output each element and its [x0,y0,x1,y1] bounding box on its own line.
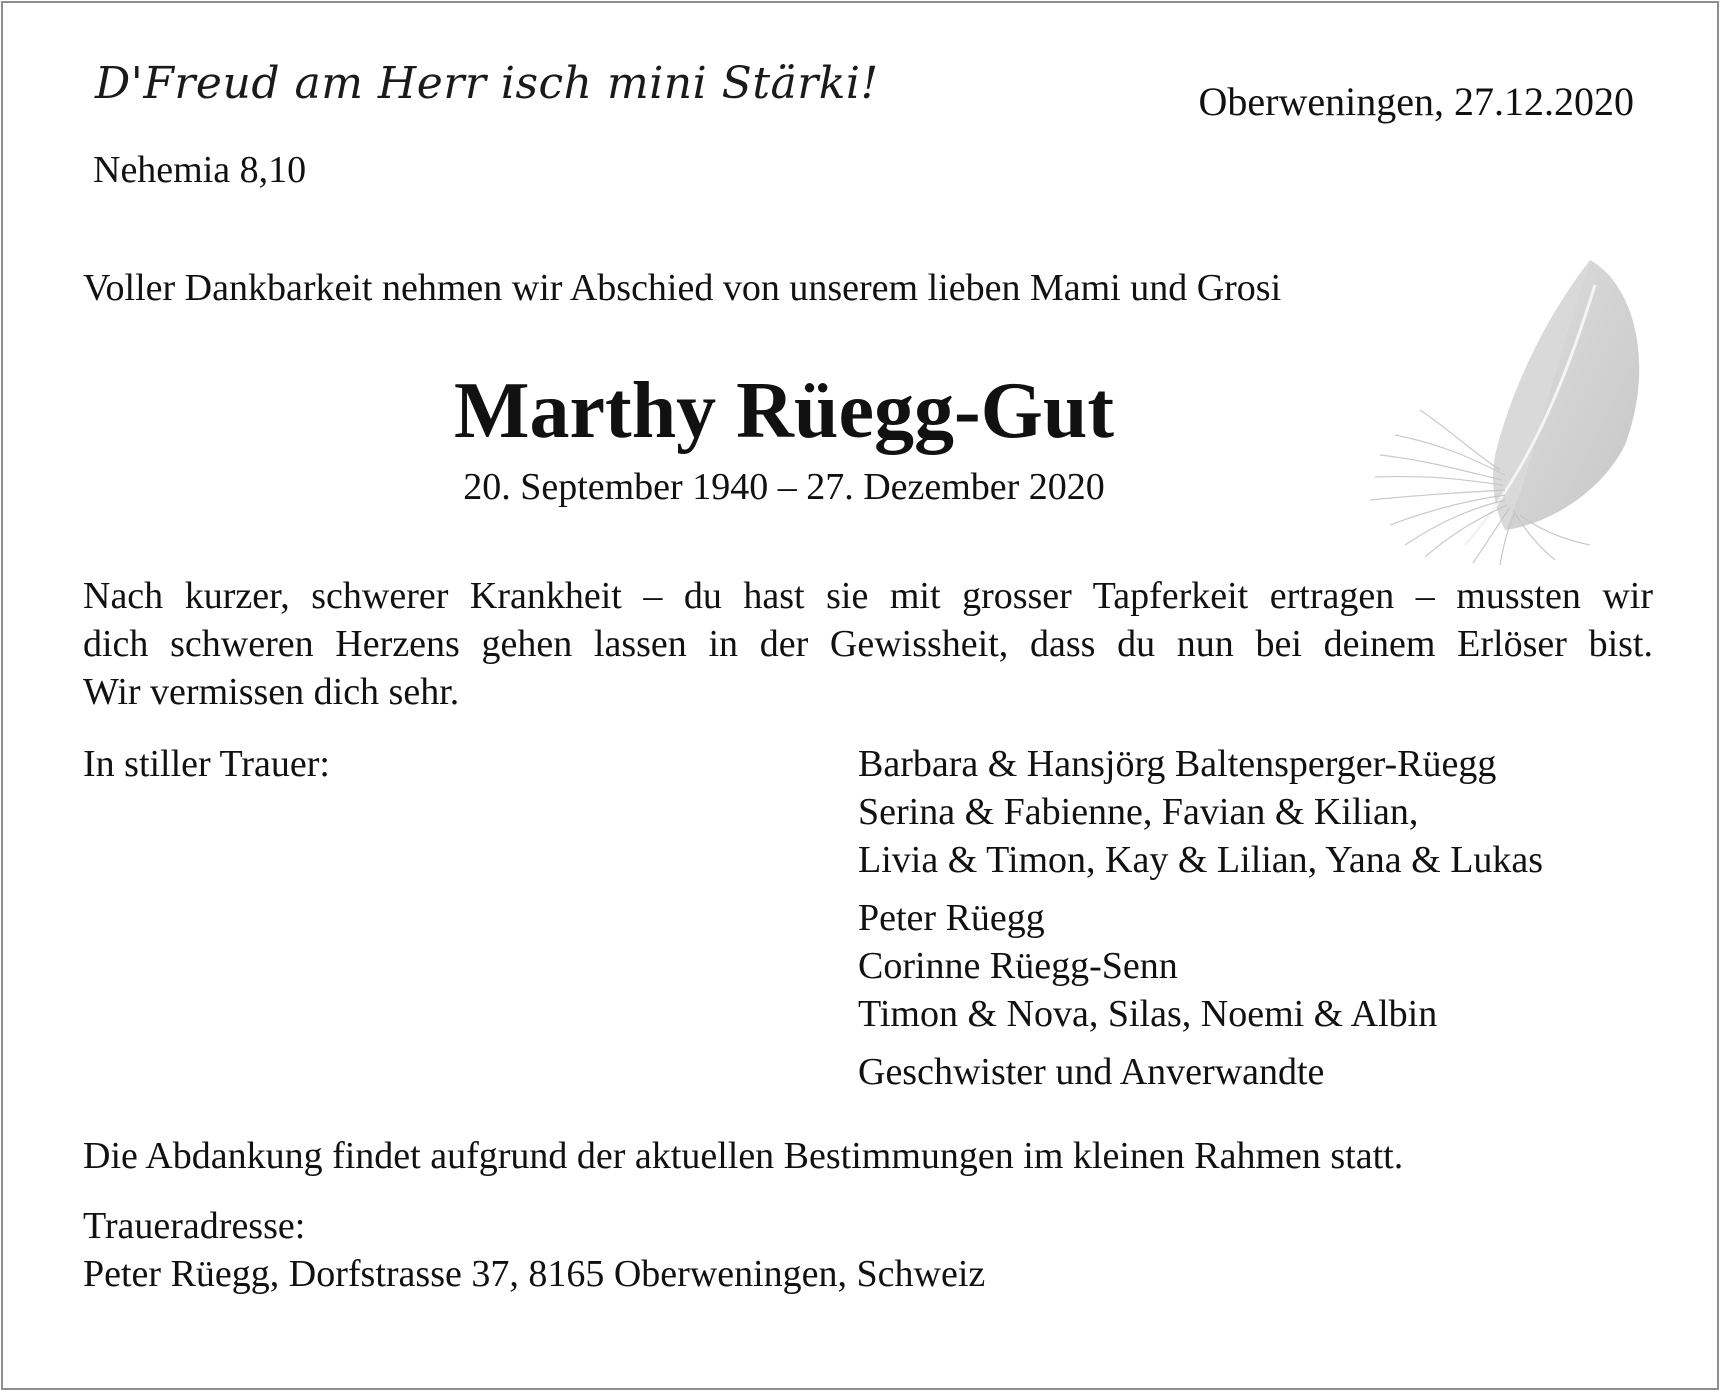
intro-text: Voller Dankbarkeit nehmen wir Abschied von unserem lieben Mami und Grosi [83,267,1282,309]
mourner-group [858,1048,1543,1096]
body-paragraph [83,572,1653,716]
address-value: Peter Rüegg, Dorfstrasse 37, 8165 Oberweningen, Schweiz [83,1253,986,1295]
mourning-label: In stiller Trauer: [83,743,330,785]
body-line: Wir vermissen dich sehr. [83,671,460,713]
mourner-group [858,740,1543,884]
mourner-line: Serina & Fabienne, Favian & Kilian, [858,791,1419,833]
ceremony-note: Die Abdankung findet aufgrund der aktuellen Bestimmungen im kleinen Rahmen statt. [83,1135,1404,1177]
mourner-line: Timon & Nova, Silas, Noemi & Albin [858,993,1438,1035]
life-dates: 20. September 1940 – 27. Dezember 2020 [463,466,1105,508]
place-date: Oberweningen, 27.12.2020 [1198,79,1634,124]
mourners-list [858,740,1543,1106]
deceased-name: Marthy Rüegg-Gut [454,367,1114,455]
body-line: Nach kurzer, schwerer Krankheit – du hast sie mit grosser Tapferkeit ertragen – mussten wir [83,575,1653,617]
verse-reference: Nehemia 8,10 [93,149,307,191]
mourner-group [858,894,1543,1038]
mourner-line: Corinne Rüegg-Senn [858,945,1178,987]
mourner-line: Barbara & Hansjörg Baltensperger-Rüegg [858,743,1497,785]
address-label: Traueradresse: [83,1205,306,1247]
mourner-line: Peter Rüegg [858,897,1045,939]
body-line: dich schweren Herzens gehen lassen in der Gewissheit, dass du nun bei deinem Erlöser bist. [83,623,1653,665]
motto: D'Freud am Herr isch mini Stärki! [95,58,879,109]
mourner-line: Livia & Timon, Kay & Lilian, Yana & Lukas [858,839,1544,881]
feather-icon [1355,245,1655,565]
mourner-line: Geschwister und Anverwandte [858,1051,1325,1093]
